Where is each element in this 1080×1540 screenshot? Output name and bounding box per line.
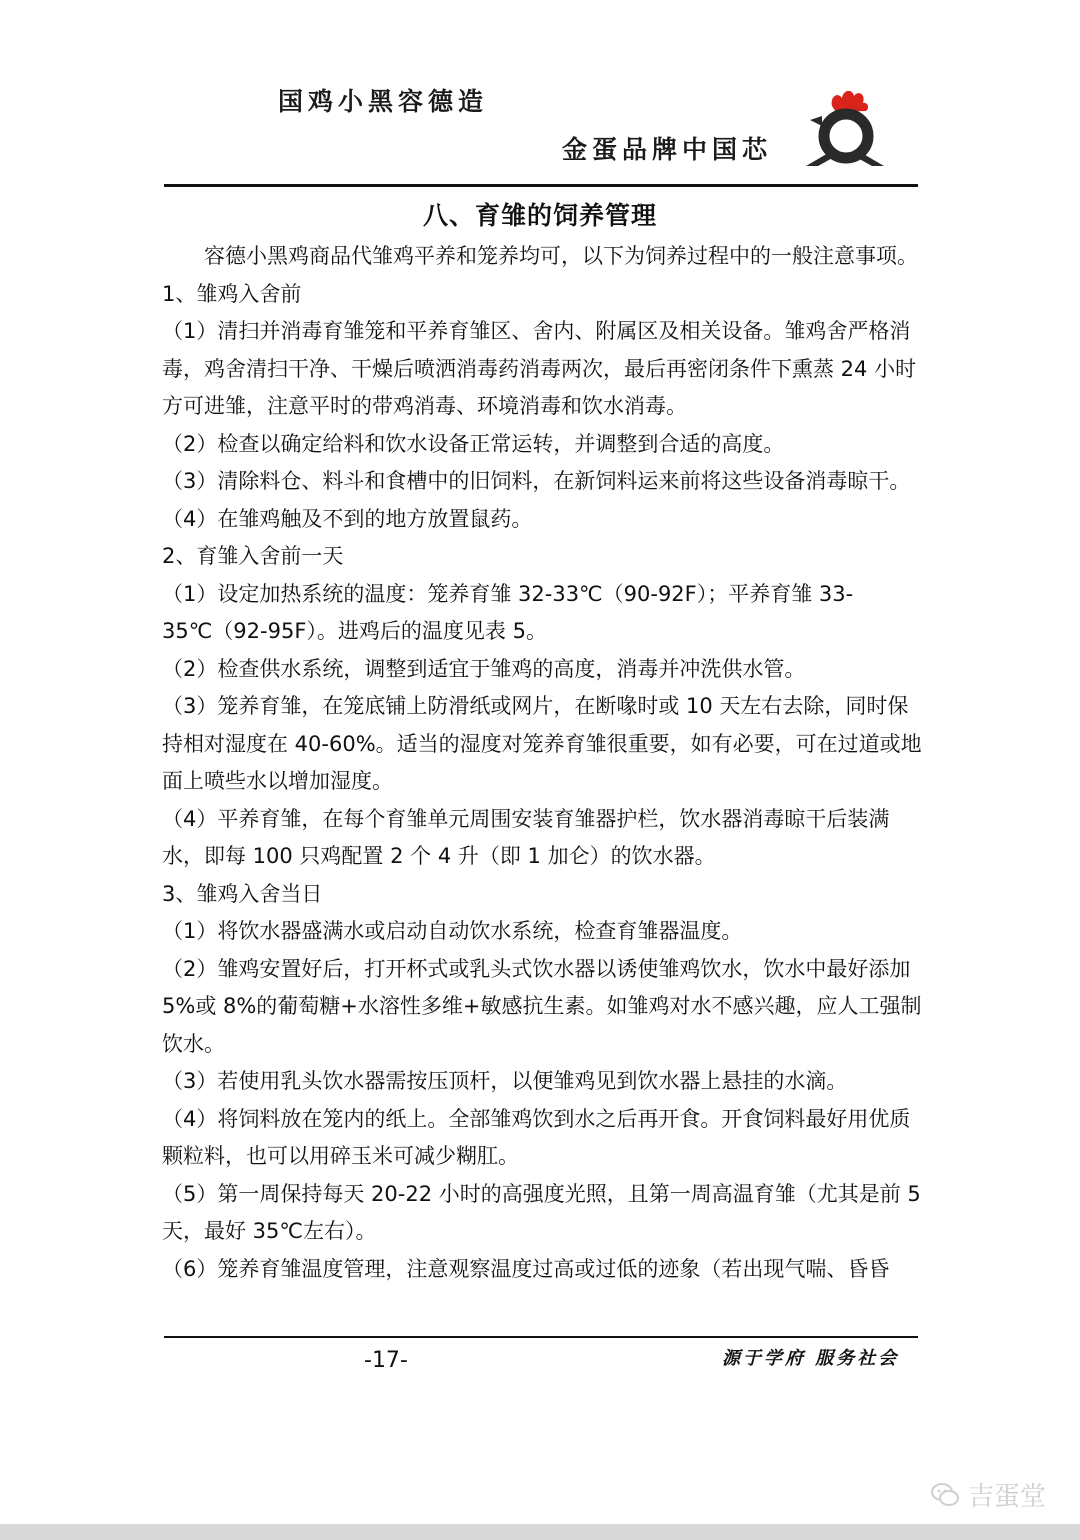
footer-motto: 源于学府 服务社会	[722, 1348, 900, 1369]
watermark-text: 吉蛋堂	[968, 1482, 1047, 1512]
header-slogan-top: 国鸡小黑容德造	[278, 87, 489, 116]
section-heading: 2、育雏入舍前一天	[162, 544, 344, 568]
section-heading: 3、雏鸡入舍当日	[162, 881, 323, 906]
list-item: （4）在雏鸡触及不到的地方放置鼠药。	[162, 506, 533, 531]
page-number: -17-	[364, 1348, 408, 1373]
page-title: 八、育雏的饲养管理	[422, 201, 657, 230]
intro-paragraph: 容德小黑鸡商品代雏鸡平养和笼养均可，以下为饲养过程中的一般注意事项。	[204, 244, 918, 268]
header-slogan-bottom: 金蛋品牌中国芯	[562, 135, 773, 164]
section-heading: 1、雏鸡入舍前	[162, 281, 302, 306]
list-item: （4）平养育雏，在每个育雏单元周围安装育雏器护栏，饮水器消毒晾干后装满水，即每 100 只鸡配置 2 个 4 升（即 1 加仑）的饮水器。	[162, 806, 890, 868]
wechat-icon	[930, 1481, 960, 1509]
list-item: （2）雏鸡安置好后，打开杯式或乳头式饮水器以诱使雏鸡饮水，饮水中最好添加 5%或 8%的葡萄糖+水溶性多维+敏感抗生素。如雏鸡对水不感兴趣，应人工强制饮水。	[162, 956, 922, 1056]
bottom-bar	[0, 1524, 1080, 1540]
list-item: （2）检查以确定给料和饮水设备正常运转，并调整到合适的高度。	[162, 431, 785, 456]
rooster-logo-icon	[796, 86, 892, 168]
list-item: （4）将饲料放在笼内的纸上。全部雏鸡饮到水之后再开食。开食饲料最好用优质颗粒料，也可以用碎玉米可减少糊肛。	[162, 1106, 911, 1168]
list-item: （6）笼养育雏温度管理，注意观察温度过高或过低的迹象（若出现气喘、昏昏	[162, 1256, 890, 1281]
list-item: （3）笼养育雏，在笼底铺上防滑纸或网片，在断喙时或 10 天左右去除，同时保持相对湿度在 40-60%。适当的湿度对笼养育雏很重要，如有必要，可在过道或地面上喷些水以增加湿度。	[162, 694, 922, 793]
watermark	[930, 1476, 1046, 1513]
list-item: （2）检查供水系统，调整到适宜于雏鸡的高度，消毒并冲洗供水管。	[162, 656, 806, 681]
list-item: （3）若使用乳头饮水器需按压顶杆，以便雏鸡见到饮水器上悬挂的水滴。	[162, 1069, 848, 1093]
list-item: （5）第一周保持每天 20-22 小时的高强度光照，且第一周高温育雏（尤其是前 5 天，最好 35℃左右）。	[162, 1181, 921, 1243]
list-item: （1）设定加热系统的温度：笼养育雏 32-33℃（90-92F）；平养育雏 33-35℃（92-95F）。进鸡后的温度见表 5。	[162, 581, 854, 643]
header-divider	[164, 184, 918, 187]
footer-divider	[164, 1336, 918, 1338]
list-item: （1）清扫并消毒育雏笼和平养育雏区、舍内、附属区及相关设备。雏鸡舍严格消毒，鸡舍清扫干净、干燥后喷洒消毒药消毒两次，最后再密闭条件下熏蒸 24 小时方可进雏，注意平时的带鸡消毒、环境消毒和饮水消毒。	[162, 319, 917, 418]
list-item: （3）清除料仓、料斗和食槽中的旧饲料，在新饲料运来前将这些设备消毒晾干。	[162, 469, 911, 493]
document-body	[162, 238, 922, 1288]
list-item: （1）将饮水器盛满水或启动自动饮水系统，检查育雏器温度。	[162, 919, 743, 943]
